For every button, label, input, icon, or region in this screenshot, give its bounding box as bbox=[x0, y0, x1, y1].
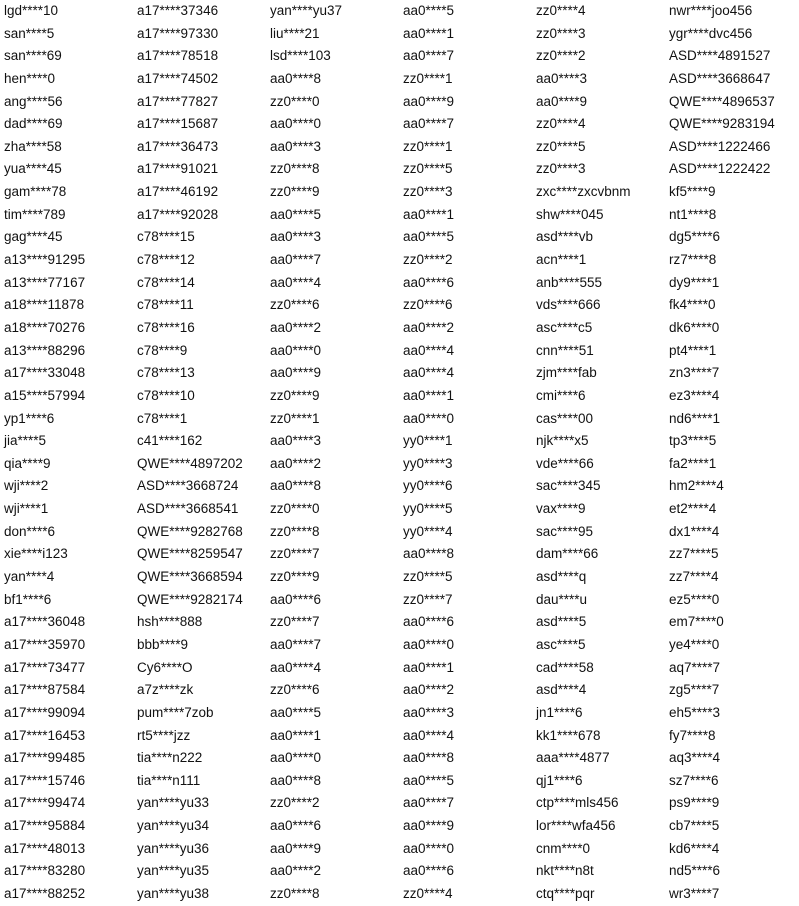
masked-id-entry: eh5****3 bbox=[669, 704, 721, 720]
masked-id-entry: zz0****5 bbox=[403, 161, 453, 177]
masked-id-entry: a17****88252 bbox=[4, 885, 86, 901]
masked-id-entry: a17****36048 bbox=[4, 614, 86, 630]
masked-id-entry: aa0****1 bbox=[403, 387, 455, 403]
masked-id-entry: aa0****2 bbox=[403, 319, 455, 335]
masked-id-entry: cmi****6 bbox=[536, 387, 586, 403]
masked-id-entry: aa0****3 bbox=[536, 70, 588, 86]
masked-id-entry: Cy6****O bbox=[137, 659, 193, 675]
masked-id-entry: ASD****1222466 bbox=[669, 138, 771, 154]
masked-id-entry: aa0****0 bbox=[403, 840, 455, 856]
masked-id-entry: zz0****8 bbox=[270, 161, 320, 177]
masked-id-entry: anb****555 bbox=[536, 274, 603, 290]
masked-id-entry: QWE****9282768 bbox=[137, 523, 243, 539]
masked-id-entry: ASD****3668541 bbox=[137, 501, 239, 517]
masked-id-entry: a13****91295 bbox=[4, 252, 86, 268]
masked-id-entry: dam****66 bbox=[536, 546, 599, 562]
masked-id-entry: nd6****1 bbox=[669, 410, 721, 426]
masked-id-entry: a17****37346 bbox=[137, 3, 219, 18]
masked-id-entry: ASD****3668647 bbox=[669, 70, 771, 86]
masked-id-entry: fy7****8 bbox=[669, 727, 716, 743]
masked-id-entry: a17****74502 bbox=[137, 70, 219, 86]
masked-id-entry: gam****78 bbox=[4, 184, 67, 200]
masked-id-entry: zz7****5 bbox=[669, 546, 719, 562]
masked-id-entry: lor****wfa456 bbox=[536, 818, 616, 834]
masked-id-entry: a17****97330 bbox=[137, 25, 219, 41]
masked-id-entry: aa0****7 bbox=[403, 116, 455, 132]
column-1 bbox=[4, 0, 144, 906]
masked-id-entry: ctq****pqr bbox=[536, 885, 595, 901]
masked-id-entry: a15****57994 bbox=[4, 387, 86, 403]
masked-id-entry: kk1****678 bbox=[536, 727, 601, 743]
masked-id-entry: hen****0 bbox=[4, 70, 56, 86]
masked-id-entry: a17****36473 bbox=[137, 138, 219, 154]
masked-id-entry: yp1****6 bbox=[4, 410, 55, 426]
masked-id-entry: yy0****6 bbox=[403, 478, 453, 494]
masked-id-entry: hsh****888 bbox=[137, 614, 203, 630]
masked-id-entry: aa0****6 bbox=[270, 818, 322, 834]
masked-id-entry: yan****yu35 bbox=[137, 863, 210, 879]
masked-id-entry: QWE****9283194 bbox=[669, 116, 775, 132]
column-2 bbox=[137, 0, 277, 906]
masked-id-entry: aa0****3 bbox=[403, 704, 455, 720]
masked-id-entry: aa0****1 bbox=[403, 206, 455, 222]
masked-id-entry: aa0****8 bbox=[270, 772, 322, 788]
masked-id-entry: zz0****3 bbox=[536, 161, 586, 177]
masked-id-entry: zz0****3 bbox=[403, 184, 453, 200]
masked-id-entry: asd****4 bbox=[536, 682, 587, 698]
masked-id-entry: fk4****0 bbox=[669, 297, 716, 313]
masked-id-entry: a17****46192 bbox=[137, 184, 219, 200]
masked-id-entry: QWE****8259547 bbox=[137, 546, 243, 562]
masked-id-entry: pt4****1 bbox=[669, 342, 717, 358]
masked-id-entry: zz0****3 bbox=[536, 25, 586, 41]
masked-id-entry: yy0****3 bbox=[403, 455, 453, 471]
masked-id-entry: c78****9 bbox=[137, 342, 188, 358]
masked-id-entry: ps9****9 bbox=[669, 795, 720, 811]
column-5 bbox=[536, 0, 676, 906]
masked-id-entry: aa0****5 bbox=[270, 704, 322, 720]
masked-id-entry: a17****33048 bbox=[4, 365, 86, 381]
masked-id-entry: jia****5 bbox=[4, 433, 47, 449]
masked-id-entry: aa0****8 bbox=[270, 70, 322, 86]
masked-id-entry: yy0****4 bbox=[403, 523, 453, 539]
masked-id-entry: QWE****4896537 bbox=[669, 93, 775, 109]
masked-id-entry: lsd****103 bbox=[270, 48, 331, 64]
masked-id-entry: a17****48013 bbox=[4, 840, 86, 856]
masked-id-entry: ye4****0 bbox=[669, 636, 720, 652]
masked-id-entry: aa0****5 bbox=[403, 772, 455, 788]
masked-id-entry: yan****yu37 bbox=[270, 3, 343, 18]
masked-id-entry: a17****73477 bbox=[4, 659, 86, 675]
masked-id-entry: zz0****2 bbox=[536, 48, 586, 64]
masked-id-entry: aq7****7 bbox=[669, 659, 721, 675]
masked-id-entry: aa0****3 bbox=[270, 138, 322, 154]
masked-id-entry: dau****u bbox=[536, 591, 588, 607]
masked-id-entry: aa0****8 bbox=[403, 546, 455, 562]
masked-id-entry: cas****00 bbox=[536, 410, 594, 426]
masked-id-entry: san****69 bbox=[4, 48, 62, 64]
masked-id-entry: aa0****0 bbox=[403, 636, 455, 652]
masked-id-entry: zxc****zxcvbnm bbox=[536, 184, 631, 200]
masked-id-entry: yan****yu36 bbox=[137, 840, 210, 856]
masked-id-entry: aaa****4877 bbox=[536, 750, 610, 766]
masked-id-entry: zz0****4 bbox=[536, 3, 586, 18]
masked-id-entry: aa0****7 bbox=[403, 48, 455, 64]
masked-id-entry: qj1****6 bbox=[536, 772, 583, 788]
masked-id-entry: yy0****1 bbox=[403, 433, 453, 449]
masked-id-entry: yan****4 bbox=[4, 569, 55, 585]
masked-id-entry: ctp****mls456 bbox=[536, 795, 619, 811]
masked-id-entry: a18****11878 bbox=[4, 297, 85, 313]
masked-id-entry: et2****4 bbox=[669, 501, 717, 517]
column-6 bbox=[669, 0, 799, 906]
masked-id-entry: c78****1 bbox=[137, 410, 188, 426]
masked-id-entry: sac****345 bbox=[536, 478, 601, 494]
masked-id-entry: aa0****0 bbox=[403, 410, 455, 426]
masked-id-entry: asd****5 bbox=[536, 614, 587, 630]
masked-id-entry: c78****14 bbox=[137, 274, 195, 290]
masked-id-entry: acn****1 bbox=[536, 252, 587, 268]
masked-id-entry: wji****1 bbox=[4, 501, 49, 517]
masked-id-entry: zz0****0 bbox=[270, 93, 320, 109]
masked-id-entry: aa0****5 bbox=[403, 3, 455, 18]
masked-id-entry: zz0****6 bbox=[270, 682, 320, 698]
masked-id-entry: jn1****6 bbox=[536, 704, 583, 720]
masked-id-entry: a17****99094 bbox=[4, 704, 86, 720]
masked-id-entry: wr3****7 bbox=[669, 885, 720, 901]
masked-id-entry: a18****70276 bbox=[4, 319, 86, 335]
masked-id-entry: a17****83280 bbox=[4, 863, 86, 879]
masked-id-entry: yua****45 bbox=[4, 161, 62, 177]
masked-id-entry: QWE****9282174 bbox=[137, 591, 243, 607]
masked-id-entry: asd****vb bbox=[536, 229, 594, 245]
masked-id-entry: a17****15746 bbox=[4, 772, 86, 788]
masked-id-entry: sac****95 bbox=[536, 523, 594, 539]
masked-id-entry: zz0****1 bbox=[403, 138, 453, 154]
masked-id-entry: zz0****8 bbox=[270, 885, 320, 901]
masked-id-entry: a17****92028 bbox=[137, 206, 219, 222]
masked-id-entry: qia****9 bbox=[4, 455, 51, 471]
masked-id-entry: nwr****joo456 bbox=[669, 3, 753, 18]
masked-id-entry: aa0****2 bbox=[270, 455, 322, 471]
masked-id-entry: kf5****9 bbox=[669, 184, 716, 200]
masked-id-entry: wji****2 bbox=[4, 478, 49, 494]
masked-id-entry: a17****35970 bbox=[4, 636, 86, 652]
masked-id-entry: hm2****4 bbox=[669, 478, 724, 494]
masked-id-entry: njk****x5 bbox=[536, 433, 589, 449]
masked-id-entry: yan****yu33 bbox=[137, 795, 210, 811]
masked-id-entry: yan****yu38 bbox=[137, 885, 210, 901]
masked-id-entry: a17****99485 bbox=[4, 750, 86, 766]
masked-id-entry: kd6****4 bbox=[669, 840, 720, 856]
masked-id-entry: a17****77827 bbox=[137, 93, 219, 109]
masked-id-entry: nd5****6 bbox=[669, 863, 721, 879]
masked-id-entry: aa0****1 bbox=[403, 659, 455, 675]
masked-id-entry: sz7****6 bbox=[669, 772, 719, 788]
masked-id-entry: aa0****1 bbox=[403, 25, 455, 41]
masked-id-entry: zz0****1 bbox=[270, 410, 320, 426]
masked-id-entry: aa0****9 bbox=[270, 365, 322, 381]
masked-id-entry: aa0****8 bbox=[270, 478, 322, 494]
masked-id-entry: a7z****zk bbox=[137, 682, 194, 698]
masked-id-entry: aa0****6 bbox=[403, 863, 455, 879]
masked-id-entry: dg5****6 bbox=[669, 229, 721, 245]
masked-id-entry: zz0****9 bbox=[270, 569, 320, 585]
masked-id-entry: dad****69 bbox=[4, 116, 63, 132]
masked-id-entry: gag****45 bbox=[4, 229, 63, 245]
masked-id-entry: aa0****9 bbox=[403, 818, 455, 834]
masked-id-entry: zz0****9 bbox=[270, 184, 320, 200]
masked-id-entry: aa0****9 bbox=[536, 93, 588, 109]
masked-id-entry: fa2****1 bbox=[669, 455, 717, 471]
masked-id-entry: vde****66 bbox=[536, 455, 594, 471]
masked-id-entry: zz0****4 bbox=[536, 116, 586, 132]
masked-id-entry: zz0****4 bbox=[403, 885, 453, 901]
masked-id-entry: a17****78518 bbox=[137, 48, 219, 64]
masked-id-entry: aa0****6 bbox=[270, 591, 322, 607]
masked-id-entry: aa0****7 bbox=[270, 636, 322, 652]
masked-id-entry: aa0****2 bbox=[403, 682, 455, 698]
masked-id-entry: tia****n111 bbox=[137, 772, 201, 788]
masked-id-entry: zz0****6 bbox=[270, 297, 320, 313]
masked-id-entry: yan****yu34 bbox=[137, 818, 210, 834]
masked-id-entry: aa0****6 bbox=[403, 274, 455, 290]
masked-id-entry: c78****13 bbox=[137, 365, 195, 381]
masked-id-entry: zn3****7 bbox=[669, 365, 720, 381]
masked-id-entry: nkt****n8t bbox=[536, 863, 594, 879]
masked-id-entry: ASD****1222422 bbox=[669, 161, 771, 177]
masked-id-entry: zz0****2 bbox=[270, 795, 320, 811]
masked-id-entry: zz0****2 bbox=[403, 252, 453, 268]
masked-id-entry: zz7****4 bbox=[669, 569, 719, 585]
masked-id-entry: aa0****6 bbox=[403, 614, 455, 630]
masked-id-entry: zjm****fab bbox=[536, 365, 597, 381]
masked-id-entry: aa0****2 bbox=[270, 863, 322, 879]
masked-id-entry: bbb****9 bbox=[137, 636, 189, 652]
masked-id-entry: shw****045 bbox=[536, 206, 604, 222]
masked-id-entry: dx1****4 bbox=[669, 523, 720, 539]
masked-id-entry: asc****c5 bbox=[536, 319, 593, 335]
masked-id-entry: a17****87584 bbox=[4, 682, 86, 698]
masked-id-entry: dy9****1 bbox=[669, 274, 720, 290]
masked-id-entry: aa0****7 bbox=[403, 795, 455, 811]
masked-id-entry: aa0****9 bbox=[270, 840, 322, 856]
column-4 bbox=[403, 0, 543, 906]
masked-id-entry: san****5 bbox=[4, 25, 55, 41]
masked-id-entry: a17****15687 bbox=[137, 116, 219, 132]
masked-id-entry: aa0****1 bbox=[270, 727, 322, 743]
masked-id-entry: zz0****8 bbox=[270, 523, 320, 539]
masked-id-entry: vds****666 bbox=[536, 297, 601, 313]
masked-id-entry: asc****5 bbox=[536, 636, 586, 652]
masked-id-entry: nt1****8 bbox=[669, 206, 717, 222]
masked-id-entry: ez3****4 bbox=[669, 387, 720, 403]
masked-id-entry: a17****16453 bbox=[4, 727, 86, 743]
masked-id-entry: a17****91021 bbox=[137, 161, 219, 177]
masked-id-entry: zz0****7 bbox=[270, 614, 320, 630]
masked-id-entry: zz0****7 bbox=[270, 546, 320, 562]
masked-id-entry: a17****95884 bbox=[4, 818, 86, 834]
masked-id-entry: don****6 bbox=[4, 523, 56, 539]
masked-id-entry: cnn****51 bbox=[536, 342, 594, 358]
masked-id-entry: dk6****0 bbox=[669, 319, 720, 335]
masked-id-entry: ez5****0 bbox=[669, 591, 720, 607]
masked-id-entry: ygr****dvc456 bbox=[669, 25, 753, 41]
masked-id-entry: xie****i123 bbox=[4, 546, 68, 562]
masked-id-entry: zz0****6 bbox=[403, 297, 453, 313]
masked-id-entry: cb7****5 bbox=[669, 818, 720, 834]
masked-id-entry: tp3****5 bbox=[669, 433, 717, 449]
masked-id-entry: tim****789 bbox=[4, 206, 66, 222]
masked-id-entry: aa0****5 bbox=[270, 206, 322, 222]
masked-id-entry: c78****11 bbox=[137, 297, 194, 313]
masked-id-entry: aa0****0 bbox=[270, 116, 322, 132]
masked-id-entry: a13****88296 bbox=[4, 342, 86, 358]
masked-id-entry: c78****10 bbox=[137, 387, 195, 403]
masked-id-entry: aa0****7 bbox=[270, 252, 322, 268]
masked-id-entry: aa0****8 bbox=[403, 750, 455, 766]
masked-id-entry: a17****99474 bbox=[4, 795, 86, 811]
masked-id-entry: aa0****9 bbox=[403, 93, 455, 109]
masked-id-entry: rz7****8 bbox=[669, 252, 717, 268]
masked-id-entry: rt5****jzz bbox=[137, 727, 191, 743]
masked-id-entry: zg5****7 bbox=[669, 682, 720, 698]
masked-id-entry: a13****77167 bbox=[4, 274, 86, 290]
masked-id-entry: asd****q bbox=[536, 569, 587, 585]
masked-id-entry: aa0****4 bbox=[403, 727, 455, 743]
masked-id-entry: aa0****4 bbox=[403, 365, 455, 381]
masked-id-entry: c78****15 bbox=[137, 229, 195, 245]
masked-id-entry: ang****56 bbox=[4, 93, 63, 109]
masked-id-entry: aa0****4 bbox=[403, 342, 455, 358]
masked-id-entry: pum****7zob bbox=[137, 704, 214, 720]
masked-id-entry: c41****162 bbox=[137, 433, 203, 449]
masked-id-entry: tia****n222 bbox=[137, 750, 203, 766]
masked-id-entry: ASD****3668724 bbox=[137, 478, 239, 494]
masked-id-entry: aa0****4 bbox=[270, 274, 322, 290]
masked-id-entry: aa0****5 bbox=[403, 229, 455, 245]
masked-id-entry: zz0****5 bbox=[536, 138, 586, 154]
masked-id-entry: zz0****0 bbox=[270, 501, 320, 517]
masked-id-entry: aq3****4 bbox=[669, 750, 721, 766]
masked-id-entry: yy0****5 bbox=[403, 501, 453, 517]
masked-id-entry: ASD****4891527 bbox=[669, 48, 771, 64]
masked-id-entry: aa0****2 bbox=[270, 319, 322, 335]
masked-id-entry: lgd****10 bbox=[4, 3, 59, 18]
masked-id-entry: aa0****0 bbox=[270, 750, 322, 766]
masked-id-entry: aa0****3 bbox=[270, 433, 322, 449]
masked-id-entry: cnm****0 bbox=[536, 840, 591, 856]
masked-id-entry: liu****21 bbox=[270, 25, 320, 41]
masked-id-entry: zha****58 bbox=[4, 138, 62, 154]
masked-id-entry: em7****0 bbox=[669, 614, 724, 630]
masked-id-entry: c78****12 bbox=[137, 252, 195, 268]
masked-id-entry: aa0****4 bbox=[270, 659, 322, 675]
masked-id-entry: zz0****1 bbox=[403, 70, 453, 86]
masked-id-entry: aa0****3 bbox=[270, 229, 322, 245]
masked-id-entry: QWE****3668594 bbox=[137, 569, 243, 585]
masked-id-entry: vax****9 bbox=[536, 501, 586, 517]
column-3 bbox=[270, 0, 410, 906]
masked-id-entry: aa0****0 bbox=[270, 342, 322, 358]
masked-id-entry: cad****58 bbox=[536, 659, 594, 675]
masked-id-entry: QWE****4897202 bbox=[137, 455, 243, 471]
masked-id-entry: zz0****7 bbox=[403, 591, 453, 607]
masked-id-entry: zz0****5 bbox=[403, 569, 453, 585]
masked-id-entry: bf1****6 bbox=[4, 591, 52, 607]
masked-id-entry: c78****16 bbox=[137, 319, 195, 335]
masked-id-entry: zz0****9 bbox=[270, 387, 320, 403]
